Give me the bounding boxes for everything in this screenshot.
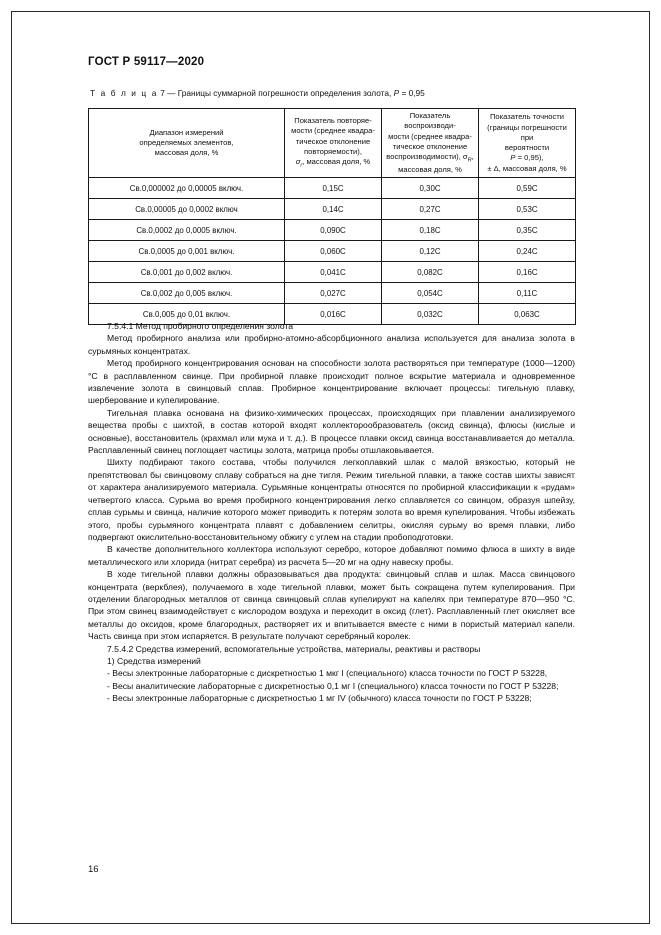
header-line: определяемых элементов, — [139, 137, 234, 147]
header-line: Диапазон измерений — [149, 127, 224, 137]
page-number: 16 — [88, 864, 99, 875]
header-line: повторяемости), — [304, 146, 362, 156]
table-row — [89, 178, 576, 199]
table-header — [89, 109, 576, 178]
table-caption-param: P — [393, 88, 400, 98]
table-caption-label: Т а б л и ц а — [90, 88, 158, 98]
list-item-balance-1mkg: - Весы электронные лабораторные с дискретностью 1 мкг I (специального) класса точности по ГОСТ Р 53228, — [107, 668, 548, 679]
cell-reproducibility: 0,082С — [382, 262, 479, 283]
cell-repeatability: 0,041С — [285, 262, 382, 283]
cell-range: Св.0,0005 до 0,001 включ. — [89, 241, 285, 262]
header-line: мости (среднее квадра- — [388, 131, 472, 141]
header-line: тическое отклонение — [295, 136, 371, 146]
table-row — [89, 241, 576, 262]
table-body — [89, 178, 576, 325]
cell-range: Св.0,005 до 0,01 включ. — [89, 304, 285, 325]
cell-range: Св.0,002 до 0,005 включ. — [89, 283, 285, 304]
cell-reproducibility: 0,12С — [382, 241, 479, 262]
cell-repeatability: 0,016С — [285, 304, 382, 325]
header-line: , массовая доля, % — [302, 157, 371, 167]
column-header-reproducibility — [382, 109, 479, 178]
table-row — [89, 199, 576, 220]
column-header-range — [89, 109, 285, 178]
cell-repeatability: 0,14С — [285, 199, 382, 220]
header-line: массовая доля, % — [154, 148, 219, 158]
cell-range: Св.0,0002 до 0,0005 включ. — [89, 220, 285, 241]
cell-repeatability: 0,060С — [285, 241, 382, 262]
table-row — [89, 283, 576, 304]
table-caption-param-value: = 0,95 — [401, 88, 425, 98]
cell-accuracy: 0,53С — [479, 199, 576, 220]
paragraph-crucible-melting: Тигельная плавка основана на физико-химических процессах, происходящих при плавлении анализируемого вещества пробы с шихтой, в состав которой входят коллекторообразователь (оксид свинца), флюсы (кислые и основные), восстановитель (крахмал или мука и т. д.). В процессе плавки оксид свинца восстанавливается до металла. Расплавленный свинец поглощает частицы золота, матрица пробы отшлаковывается. — [88, 407, 575, 456]
standard-header: ГОСТ Р 59117—2020 — [88, 56, 205, 68]
clause-7-5-4-2-title: 7.5.4.2 Средства измерений, вспомогательные устройства, материалы, реактивы и растворы — [107, 643, 481, 654]
header-line: мости (среднее квадра- — [291, 126, 375, 136]
table-row — [89, 220, 576, 241]
clause-7-5-4-1-title: 7.5.4.1 Метод пробирного определения золота — [107, 321, 294, 331]
cell-reproducibility: 0,032С — [382, 304, 479, 325]
table-caption-number: 7 — [160, 88, 165, 98]
header-line: массовая доля, % — [398, 164, 462, 174]
header-line: Показатель воспроизводи- — [404, 111, 456, 131]
table-header-row — [89, 109, 576, 178]
header-line: вероятности — [504, 143, 550, 153]
cell-reproducibility: 0,27С — [382, 199, 479, 220]
header-line: , — [471, 152, 474, 161]
cell-accuracy: 0,11С — [479, 283, 576, 304]
header-line: Показатель точности — [489, 112, 565, 122]
table-row — [89, 262, 576, 283]
header-line: Показатель повторяе- — [294, 116, 372, 126]
paragraph-method-scope: Метод пробирного анализа или пробирно-атомно-абсорбционного анализа используется для анализа золота в сурьмяных концентратах. — [88, 333, 575, 356]
cell-range: Св.0,000002 до 0,00005 включ. — [89, 178, 285, 199]
column-header-accuracy — [479, 109, 576, 178]
list-item-balance-0-1mg: - Весы аналитические лабораторные с дискретностью 0,1 мг I (специального) класса точности по ГОСТ Р 53228; — [107, 680, 559, 691]
cell-range: Св.0,00005 до 0,0002 включ — [89, 199, 285, 220]
header-line: воспроизводимости), σ — [386, 152, 468, 161]
sigma-subscript: r — [300, 162, 303, 169]
header-line: = 0,95), — [517, 153, 544, 163]
header-line: ± Δ, массовая доля, % — [487, 163, 567, 173]
cell-repeatability: 0,027С — [285, 283, 382, 304]
paragraph-silver-collector: В качестве дополнительного коллектора используют серебро, которое добавляют помимо флюса в шихту в виде металлического или хлорида (нитрат серебра) из расчета 5—20 мг на одну навеску пробы. — [88, 544, 575, 567]
cell-accuracy: 0,59С — [479, 178, 576, 199]
paragraph-fire-assay-basis: Метод пробирного концентрирования основан на способности золота растворяться при температуре (1000—1200) °С в расплавленном свинце. При пробирной плавке происходит полное вскрытие материала и одновременное извлечение золота в свинцовый сплав. Пробирное концентрирование включает процессы: тигельную плавку, шерберование и купелирование. — [88, 358, 575, 406]
cell-accuracy: 0,16С — [479, 262, 576, 283]
list-item-measuring-instruments: 1) Средства измерений — [107, 655, 201, 666]
table-caption — [90, 88, 425, 98]
body-text — [88, 320, 575, 705]
list-item-balance-1mg: - Весы электронные лабораторные с дискретностью 1 мг IV (обычного) класса точности по ГОСТ Р 53228; — [107, 693, 532, 704]
sigma-subscript: R — [467, 157, 472, 164]
sigma-symbol: σ — [295, 157, 301, 167]
table-caption-text: Границы суммарной погрешности определения золота, — [177, 88, 392, 98]
cell-range: Св.0,001 до 0,002 включ. — [89, 262, 285, 283]
cell-reproducibility: 0,18С — [382, 220, 479, 241]
cell-repeatability: 0,090С — [285, 220, 382, 241]
cell-repeatability: 0,15С — [285, 178, 382, 199]
cell-reproducibility: 0,30С — [382, 178, 479, 199]
header-line: (границы погрешности при — [487, 122, 567, 142]
column-header-repeatability — [285, 109, 382, 178]
probability-symbol: P — [510, 153, 516, 163]
paragraph-charge-composition: Шихту подбирают такого состава, чтобы получился легкоплавкий шлак с малой вязкостью, который не препятствовал бы свинцовому сплаву собраться на дне тигля. Режим тигельной плавки, а также состав шихты зависят от характера анализируемого материала. Сурьмяные концентраты относятся по пробирной классификации к «рудам» четвертого класса. Сурьма во время пробирного концентрирования легко сплавляется со свинцом, образуя шпейзу, сплав сурьмы и свинца, наличие которого может приводить к потерям золота во время купелирования. Чтобы избежать этого, пробы сурьмяного концентрата плавят с добавлением селитры, окисляя сурьму во время плавки, либо подвергают окислительно-восстановительному обжигу с углем на стадии пробоподготовки. — [88, 457, 575, 542]
cell-accuracy: 0,24С — [479, 241, 576, 262]
measurement-limits-table — [88, 108, 576, 325]
cell-accuracy: 0,35С — [479, 220, 576, 241]
table-caption-dash: — — [167, 88, 176, 98]
paragraph-cupellation: В ходе тигельной плавки должны образовываться два продукта: свинцовый сплав и шлак. Масса свинцового концентрата (веркблея), получаемого в ходе тигельной плавки, может быть сокращена путем купелирования. При отделении благородных металлов от свинца свинцовый сплав купелируют на капелях при температуре 870—950 °С. При этом свинец взаимодействует с кислородом воздуха и переходит в оксид (глет). Расплавленный глет окисляет все металлы до оксидов, кроме благородных, растворяет их и впитывается вместе с ними в пористый материал капели. Часть свинца при этом испаряется. В результате получают серебряный королек. — [88, 569, 575, 642]
cell-accuracy: 0,063С — [479, 304, 576, 325]
header-line: тическое отклонение — [392, 141, 468, 151]
cell-reproducibility: 0,054С — [382, 283, 479, 304]
